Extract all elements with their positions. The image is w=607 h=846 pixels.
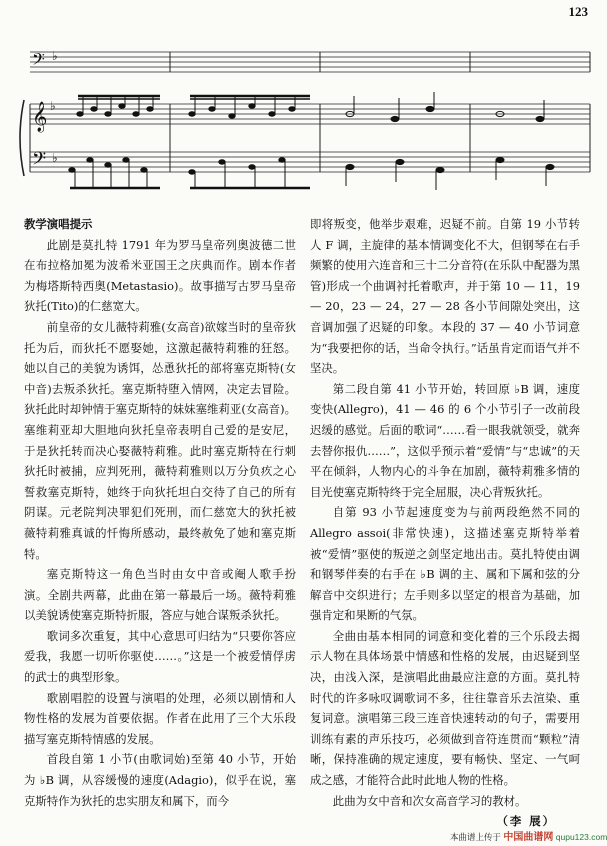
page-number: 123: [568, 4, 588, 19]
paragraph: 此剧是莫扎特 1791 年为罗马皇帝列奥波德二世在布拉格加冕为波希米亚国王之庆典而作。剧本作者为梅塔斯特西奥(Metastasio)。故事描写古罗马皇帝狄托(Tito)的仁慈宽大。: [24, 237, 296, 314]
right-column: [310, 214, 580, 832]
paragraph: 自第 93 小节起速度变为与前两段绝然不同的 Allegro assoi(非常快速)，这描述塞克斯特举着被“爱情”驱使的叛逆之剑坚定地出击。莫扎特使由调和钢琴伴奏的右手在 ♭B 调的主、属和下属和弦的分解音中交织进行；左手则多以坚定的根音为基础，加强肯定和果断的气氛。: [310, 505, 580, 623]
paragraph: 全曲由基本相同的词意和变化着的三个乐段去揭示人物在具体场景中情感和性格的发展，由迟疑到坚决，由浅入深，是演唱此曲最应注意的方面。莫扎特时代的许多咏叹调歌词不多，往往靠音乐去渲染、重复词意。演唱第三段三连音快速转动的句子，需要用训练有素的声乐技巧，必须做到音符连贯而“颗粒”清晰，保持准确的规定速度，要有畅快、坚定、一气呵成之感，才能符合此时此地人物的性格。: [310, 628, 580, 788]
watermark-footer: [450, 828, 607, 843]
flat-sign: ♭: [52, 49, 58, 63]
bass-clef: 𝄢: [32, 149, 47, 174]
left-column: [24, 214, 296, 811]
flat-sign: ♭: [50, 99, 56, 113]
section-heading: 教学演唱提示: [24, 217, 93, 231]
paragraph: 塞克斯特这一角色当时由女中音或阉人歌手扮演。全剧共两幕，此曲在第一幕最后一场。薇特莉雅以美貌诱使塞克斯特折服，答应与她合谋叛杀狄托。: [24, 567, 296, 623]
paragraph: 第二段自第 41 小节开始，转回原 ♭B 调，速度变快(Allegro)，41 — 46 的 6 个小节引子一改前段迟缓的感觉。后面的歌词“……看一眼我就领受，就奔去替你报仇……”，这似乎预示着“爱情”与“忠诚”的天平在倾斜，人物内心的斗争在加剧，薇特莉雅多情的目光使塞克斯特终于完全屈服，决心背叛狄托。: [310, 381, 580, 499]
treble-clef: 𝄞: [32, 102, 48, 132]
paragraph: 歌剧唱腔的设置与演唱的处理，必须以剧情和人物性格的发展为首要依据。作者在此用了三个大乐段描写塞克斯特情感的发展。: [24, 690, 296, 746]
site-url: qupu123.com: [555, 832, 607, 842]
paragraph: 前皇帝的女儿薇特莉雅(女高音)欲嫁当时的皇帝狄托为后，而狄托不愿娶她，这激起薇特莉雅的狂怒。她以自己的美貌为诱饵，怂恿狄托的部将塞克斯特(女中音)去叛杀狄托。塞克斯特堕入情网，决定去冒险。狄托此时却钟情于塞克斯特的妹妹塞维莉亚(女高音)。塞维莉亚却大胆地向狄托皇帝表明自己爱的是安尼，于是狄托转而决心娶薇特莉雅。此时塞克斯特在行刺狄托时被捕，应判死刑，薇特莉雅则以万分负疚之心誓救塞克斯特，她终于向狄托坦白交待了自己的所有阴谋。元老院判决罪犯们死刑，而仁慈宽大的狄托被薇特莉雅真诚的忏悔所感动，最终赦免了她和塞克斯特。: [24, 319, 296, 561]
flat-sign: ♭: [52, 151, 58, 165]
paragraph: 首段自第 1 小节(由歌词始)至第 40 小节，开始为 ♭B 调，从容缓慢的速度(Adagio)，似乎在说，塞克斯特作为狄托的忠实朋友和属下，而今: [24, 752, 296, 808]
author-signature: （李 展）: [496, 814, 556, 829]
site-logo: 中国曲谱网: [503, 832, 554, 843]
paragraph: 歌词多次重复，其中心意思可归结为“只要你答应爱我，我愿一切听你驱使……。”这是一个被爱情俘虏的武士的典型形象。: [24, 628, 296, 685]
piano-treble-staff: [30, 104, 590, 124]
upload-note: 本曲谱上传于: [450, 832, 502, 842]
piano-bass-staff: [30, 152, 590, 172]
paragraph: 即将叛变，他举步艰难，迟疑不前。自第 19 小节转人 F 调，主旋律的基本情调变化不大，但钢琴在右手频繁的使用六连音和三十二分音符(在乐队中配器为黑管)形成一个曲调衬托着歌声，并于第 10 — 11，19 — 20，23 — 24，27 — 28 各小节间隙处突出，这音调加强了迟疑的印象。本段的 37 — 40 小节词意为“我要把你的话，当命令执行。”话虽肯定而语气并不坚决。: [310, 217, 580, 376]
music-score: [0, 0, 600, 220]
paragraph: 此曲为女中音和次女高音学习的教材。: [332, 793, 527, 808]
bass-clef-voice: 𝄢: [32, 49, 45, 73]
voice-staff: [30, 52, 590, 72]
notes-group: [69, 92, 554, 190]
